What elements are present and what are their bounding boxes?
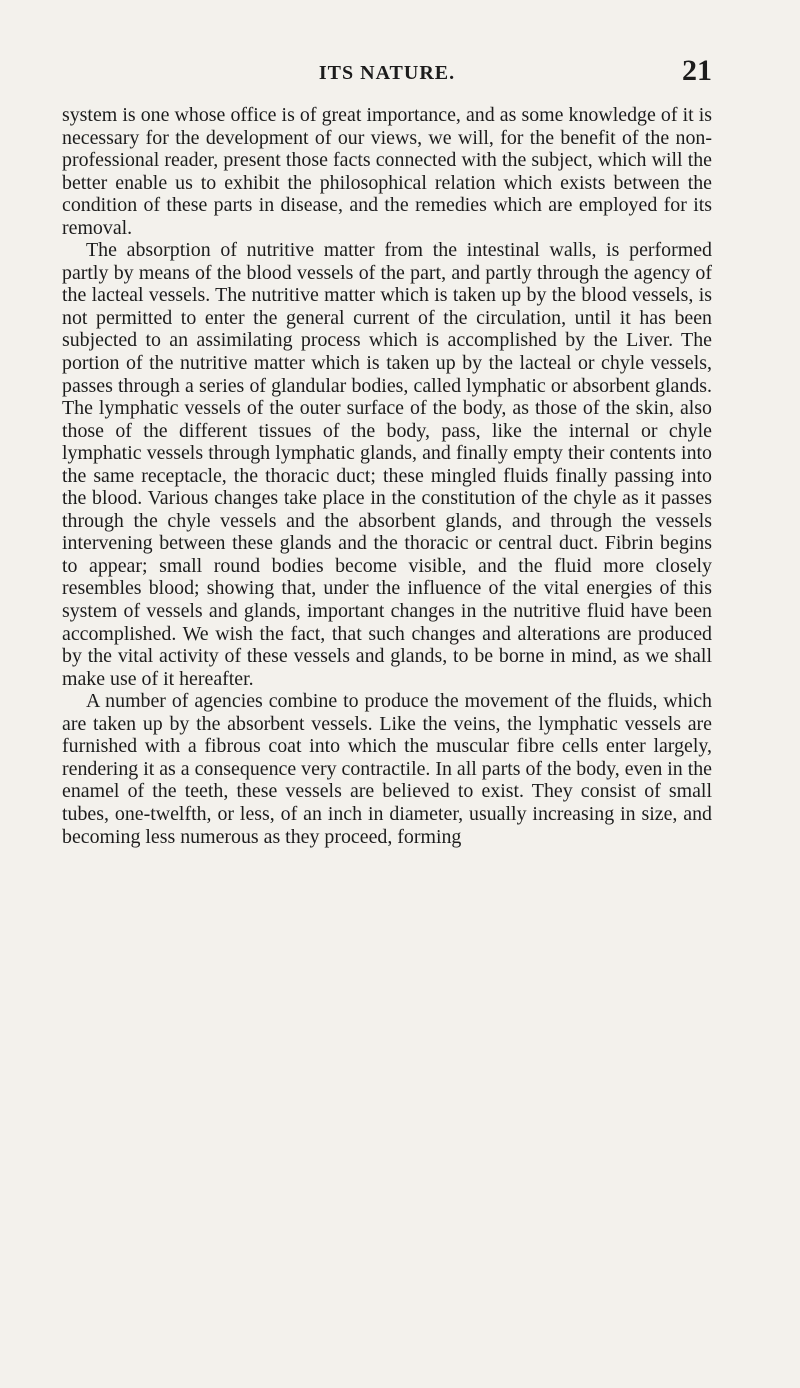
body-text xyxy=(62,104,712,848)
paragraph: A number of agencies combine to produce the movement of the fluids, which are taken up by the absorbent vessels. Like the veins, the lymphatic vessels are furnished with a fibrous coat into which the muscular fibre cells enter largely, rendering it as a consequence very contractile. In all parts of the body, even in the enamel of the teeth, these vessels are believed to exist. They consist of small tubes, one-twelfth, or less, of an inch in diameter, usually increasing in size, and becoming less numerous as they proceed, forming xyxy=(62,690,712,848)
page-header xyxy=(62,54,712,94)
page-number: 21 xyxy=(682,54,712,87)
paragraph: system is one whose office is of great importance, and as some knowledge of it is necessary for the development of our views, we will, for the benefit of the non-professional reader, present those facts connected with the subject, which will the better enable us to exhibit the philosophical relation which exists between the condition of these parts in disease, and the remedies which are employed for its removal. xyxy=(62,104,712,239)
running-head: ITS NATURE. xyxy=(318,62,456,84)
paragraph: The absorption of nutritive matter from the intestinal walls, is performed partly by means of the blood vessels of the part, and partly through the agency of the lacteal vessels. The nutritive matter which is taken up by the blood vessels, is not permitted to enter the general current of the circulation, until it has been subjected to an assimilating process which is accomplished by the Liver. The portion of the nutritive matter which is taken up by the lacteal or chyle vessels, passes through a series of glandular bodies, called lymphatic or absorbent glands. The lymphatic vessels of the outer surface of the body, as those of the skin, also those of the different tissues of the body, pass, like the internal or chyle lymphatic vessels through lymphatic glands, and finally empty their contents into the same receptacle, the thoracic duct; these mingled fluids finally passing into the blood. Various changes take place in the constitution of the chyle as it passes through the chyle vessels and the absorbent glands, and through the vessels intervening between these glands and the thoracic or central duct. Fibrin begins to appear; small round bodies become visible, and the fluid more closely resembles blood; showing that, under the influence of the vital energies of this system of vessels and glands, important changes in the nutritive fluid have been accomplished. We wish the fact, that such changes and alterations are produced by the vital activity of these vessels and glands, to be borne in mind, as we shall make use of it hereafter. xyxy=(62,239,712,690)
